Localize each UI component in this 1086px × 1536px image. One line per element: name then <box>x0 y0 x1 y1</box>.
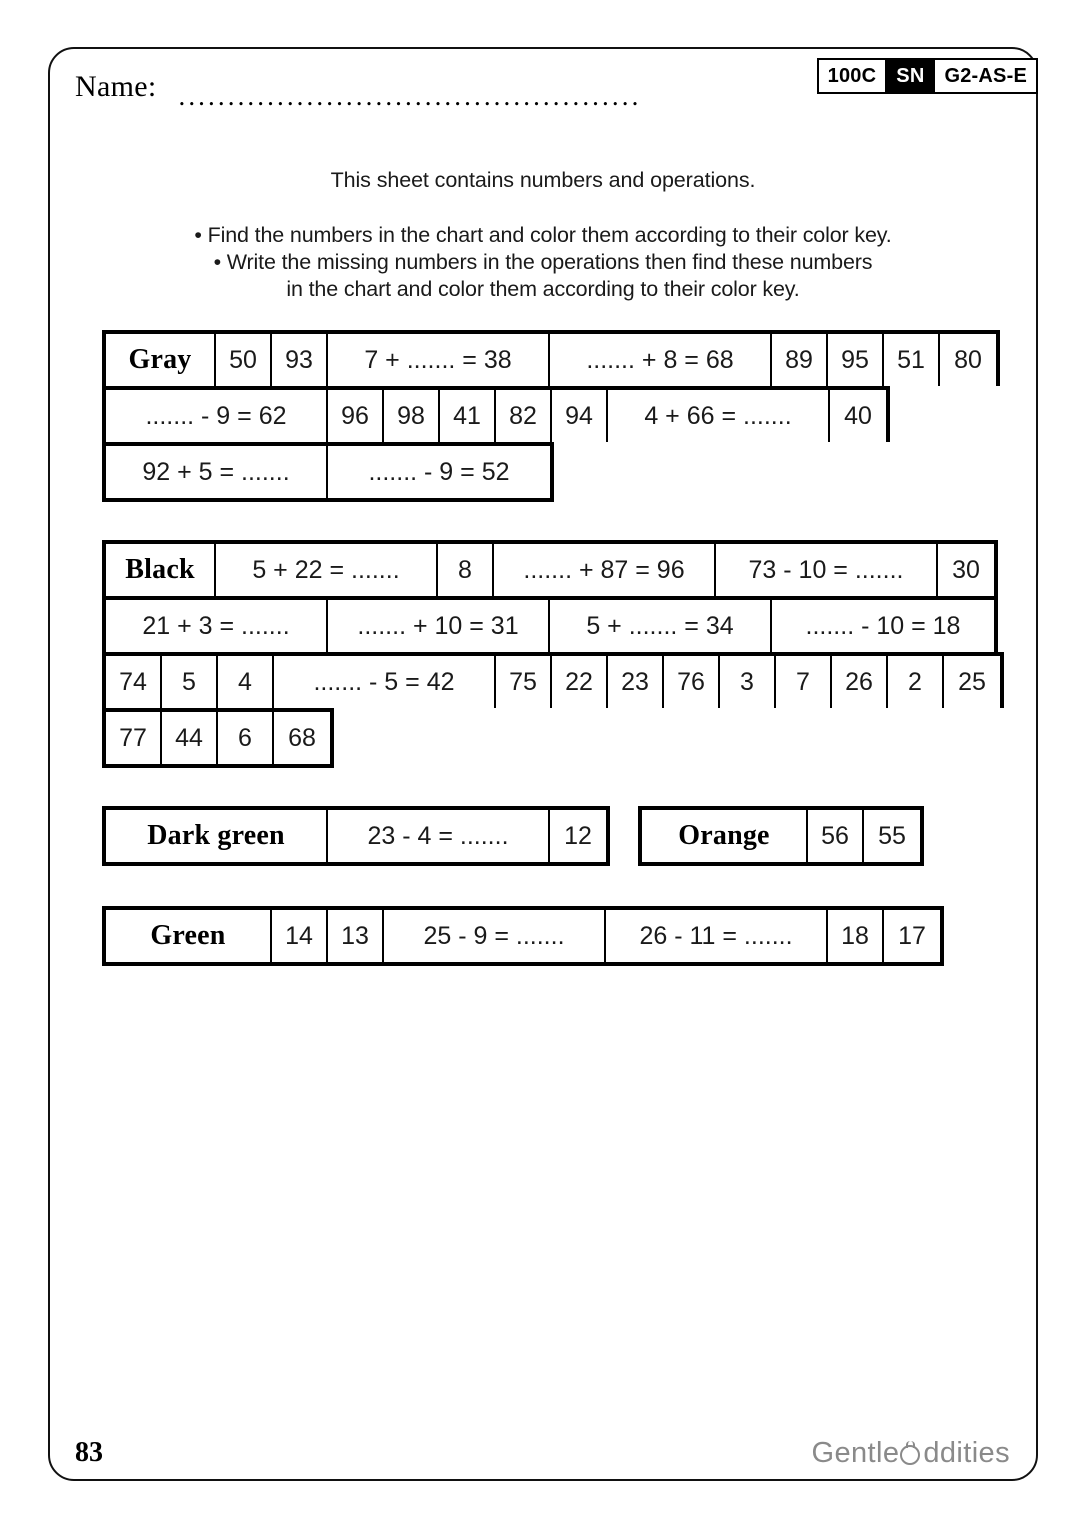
operation-cell[interactable]: 73 - 10 = ....... <box>716 544 938 596</box>
section-label-gray: Gray <box>106 334 216 386</box>
color-section-dark-green <box>102 806 610 866</box>
color-section-gray <box>102 330 1000 502</box>
name-label: Name: <box>75 70 157 103</box>
operation-cell[interactable]: ....... + 8 = 68 <box>550 334 772 386</box>
number-cell[interactable]: 94 <box>552 390 608 442</box>
operation-cell[interactable]: 5 + 22 = ....... <box>216 544 438 596</box>
brand-logo <box>812 1437 1010 1470</box>
number-cell[interactable]: 95 <box>828 334 884 386</box>
number-cell[interactable]: 23 <box>608 656 664 708</box>
instruction-bullet-2: • Write the missing numbers in the operations then find these numbers <box>213 250 873 274</box>
number-cell[interactable]: 96 <box>328 390 384 442</box>
color-section-orange <box>638 806 924 866</box>
number-cell[interactable]: 22 <box>552 656 608 708</box>
number-cell[interactable]: 18 <box>828 910 884 962</box>
number-cell[interactable]: 75 <box>496 656 552 708</box>
operation-cell[interactable]: 26 - 11 = ....... <box>606 910 828 962</box>
instruction-bullet-2-cont: in the chart and color them according to their color key. <box>286 277 800 301</box>
badge-code-sn: SN <box>887 60 935 92</box>
operation-cell[interactable]: ....... - 10 = 18 <box>805 611 961 640</box>
number-cell[interactable]: 41 <box>440 390 496 442</box>
number-cell[interactable]: 17 <box>898 921 926 950</box>
badge-code-g2-as-e: G2-AS-E <box>944 64 1027 87</box>
number-cell[interactable]: 89 <box>772 334 828 386</box>
number-cell[interactable]: 50 <box>216 334 272 386</box>
worksheet-code-badges <box>817 58 1038 94</box>
grid-row <box>102 596 998 652</box>
operation-cell[interactable]: 23 - 4 = ....... <box>328 810 550 862</box>
operation-cell[interactable]: ....... - 9 = 62 <box>106 390 328 442</box>
name-write-line[interactable]: ............................................... <box>178 81 642 111</box>
number-cell[interactable]: 4 <box>218 656 274 708</box>
number-cell[interactable]: 5 <box>162 656 218 708</box>
section-label-dark-green: Dark green <box>106 810 328 862</box>
operation-cell[interactable]: 21 + 3 = ....... <box>106 600 328 652</box>
number-cell[interactable]: 44 <box>162 712 218 764</box>
section-label-green: Green <box>106 910 272 962</box>
grid-row <box>102 330 1000 386</box>
instruction-bullet-1: • Find the numbers in the chart and color them according to their color key. <box>194 223 892 247</box>
number-cell[interactable]: 13 <box>328 910 384 962</box>
number-cell[interactable]: 93 <box>272 334 328 386</box>
operation-cell[interactable]: 7 + ....... = 38 <box>328 334 550 386</box>
grid-row <box>638 806 924 866</box>
operation-cell[interactable]: 4 + 66 = ....... <box>608 390 830 442</box>
brand-text-first: Gentle <box>811 1437 900 1469</box>
number-cell[interactable]: 74 <box>106 656 162 708</box>
number-cell[interactable]: 51 <box>884 334 940 386</box>
number-cell[interactable]: 6 <box>218 712 274 764</box>
number-cell[interactable]: 40 <box>844 401 872 430</box>
section-label-orange: Orange <box>642 810 808 862</box>
operation-cell[interactable]: 25 - 9 = ....... <box>384 910 606 962</box>
operation-cell[interactable]: ....... + 10 = 31 <box>328 600 550 652</box>
number-cell[interactable]: 68 <box>288 723 316 752</box>
number-cell[interactable]: 77 <box>106 712 162 764</box>
brand-o-icon <box>899 1441 923 1467</box>
color-section-green <box>102 906 944 966</box>
grid-row <box>102 386 890 442</box>
name-field[interactable] <box>75 70 642 111</box>
number-cell[interactable]: 2 <box>888 656 944 708</box>
grid-row <box>102 442 554 502</box>
number-cell[interactable]: 3 <box>720 656 776 708</box>
operation-cell[interactable]: ....... + 87 = 96 <box>494 544 716 596</box>
number-cell[interactable]: 82 <box>496 390 552 442</box>
grid-row <box>102 652 1004 708</box>
color-section-black <box>102 540 1004 768</box>
number-cell[interactable]: 25 <box>958 667 986 696</box>
operation-cell[interactable]: 92 + 5 = ....... <box>106 446 328 498</box>
number-cell[interactable]: 8 <box>438 544 494 596</box>
number-cell[interactable]: 30 <box>952 555 980 584</box>
number-cell[interactable]: 98 <box>384 390 440 442</box>
page-number: 83 <box>75 1437 103 1468</box>
badge-code-100c: 100C <box>819 60 888 92</box>
intro-text: This sheet contains numbers and operations. <box>330 168 756 192</box>
operation-cell[interactable]: ....... - 9 = 52 <box>368 457 510 486</box>
operation-cell[interactable]: ....... - 5 = 42 <box>274 656 496 708</box>
number-cell[interactable]: 55 <box>878 821 906 850</box>
number-cell[interactable]: 80 <box>954 345 982 374</box>
grid-row <box>102 540 998 596</box>
grid-row <box>102 708 334 768</box>
number-cell[interactable]: 7 <box>776 656 832 708</box>
number-cell[interactable]: 56 <box>808 810 864 862</box>
brand-text-last: ddities <box>923 1437 1010 1469</box>
grid-row <box>102 806 610 866</box>
instruction-bullets <box>0 222 1086 303</box>
grid-row <box>102 906 944 966</box>
operation-cell[interactable]: 5 + ....... = 34 <box>550 600 772 652</box>
number-cell[interactable]: 76 <box>664 656 720 708</box>
section-label-black: Black <box>106 544 216 596</box>
number-cell[interactable]: 14 <box>272 910 328 962</box>
number-cell[interactable]: 26 <box>832 656 888 708</box>
number-cell[interactable]: 12 <box>564 821 592 850</box>
